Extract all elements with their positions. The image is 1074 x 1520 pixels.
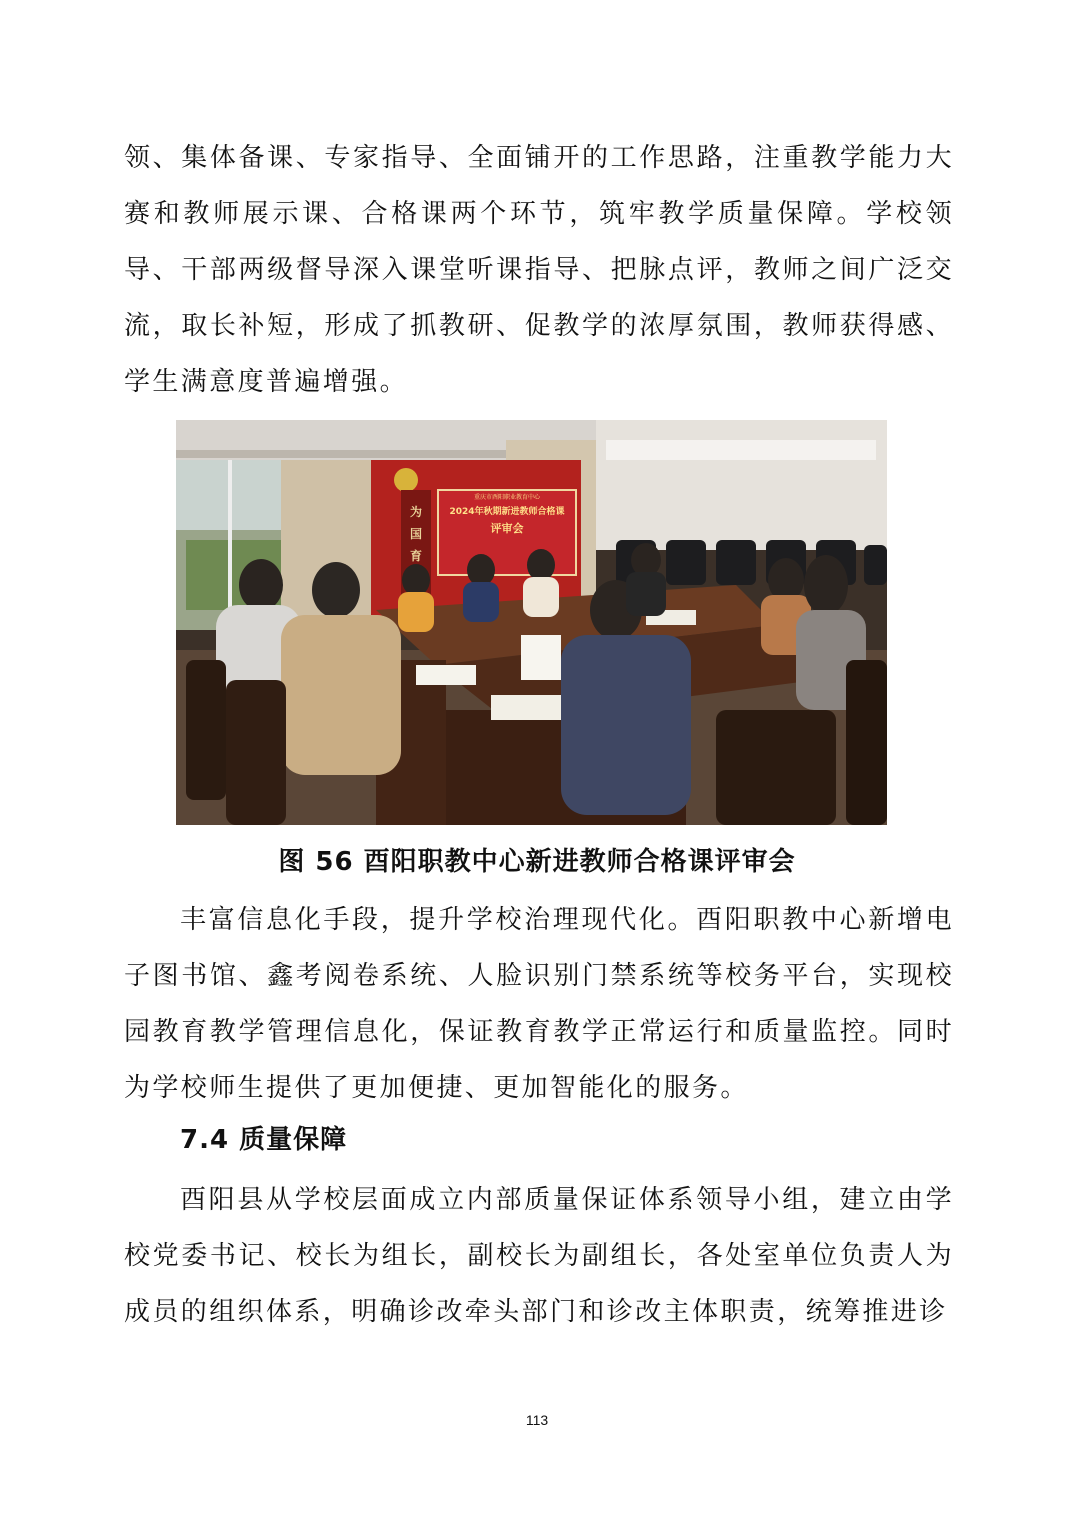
screen-title-line2: 评审会 — [490, 522, 524, 535]
banner-text: 为 — [409, 505, 423, 519]
body-paragraph: 酉阳县从学校层面成立内部质量保证体系领导小组，建立由学校党委书记、校长为组长，副校长为副组长，各处室单位负责人为成员的组织体系，明确诊改牵头部门和诊改主体职责，统筹推进诊 — [124, 1185, 954, 1327]
screen-text — [438, 492, 576, 538]
section-heading: 7.4 质量保障 — [180, 1125, 348, 1155]
svg-text:育: 育 — [409, 549, 423, 563]
meeting-photo — [176, 420, 887, 825]
figure-caption: 图 56 酉阳职教中心新进教师合格课评审会 — [278, 847, 796, 877]
svg-text:国: 国 — [409, 527, 423, 541]
screen-title-line1: 2024年秋期新进教师合格课 — [449, 507, 565, 517]
body-paragraph: 丰富信息化手段，提升学校治理现代化。酉阳职教中心新增电子图书馆、鑫考阅卷系统、人脸识别门禁系统等校务平台，实现校园教育教学管理信息化，保证教育教学正常运行和质量监控。同时为学校师生提供了更加便捷、更加智能化的服务。 — [124, 905, 954, 1103]
screen-org: 重庆市酉阳职业教育中心 — [473, 494, 540, 501]
body-paragraph: 领、集体备课、专家指导、全面铺开的工作思路，注重教学能力大赛和教师展示课、合格课两个环节，筑牢教学质量保障。学校领导、干部两级督导深入课堂听课指导、把脉点评，教师之间广泛交流，取长补短，形成了抓教研、促教学的浓厚氛围，教师获得感、学生满意度普遍增强。 — [124, 143, 954, 397]
page-number: 113 — [525, 1412, 549, 1428]
